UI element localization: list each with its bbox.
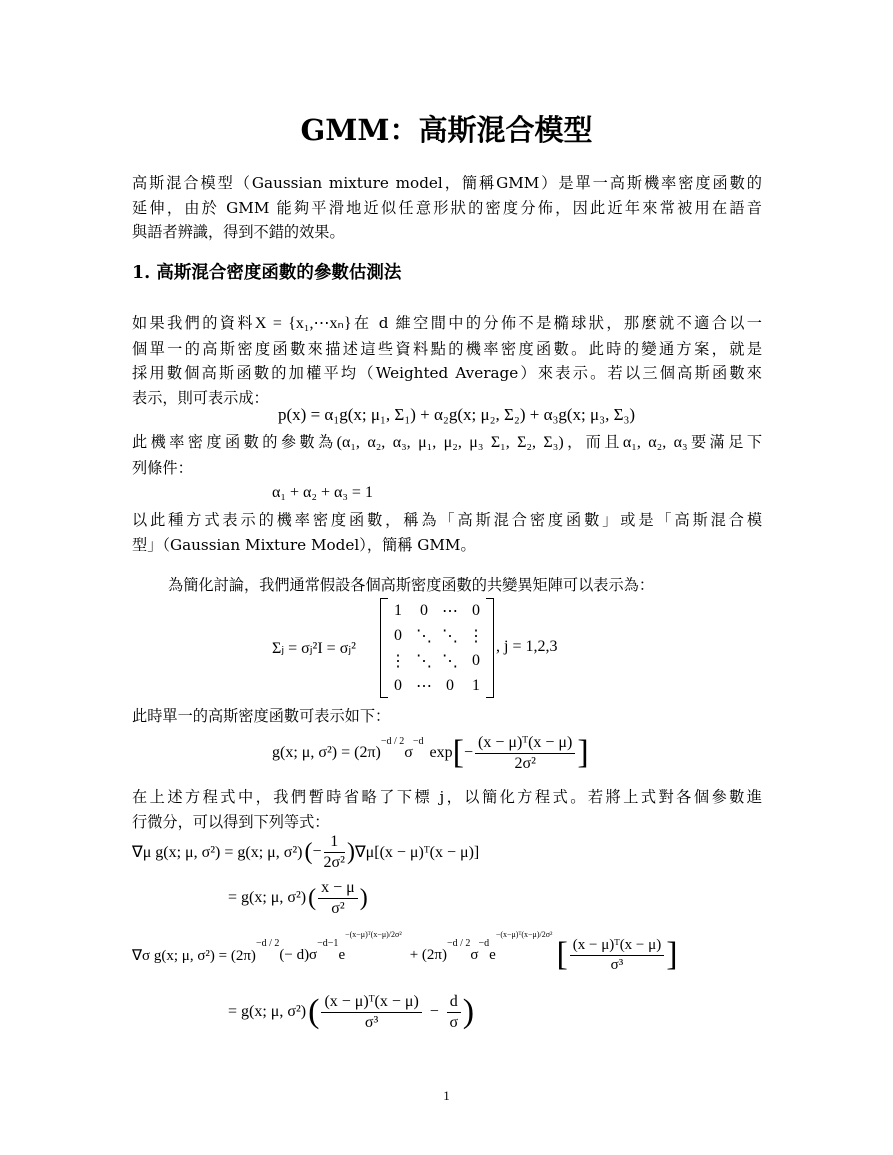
equation-grad-mu-2: = g(x; μ, σ²) ( $\frac{x - \mu}{\text{σ²}}$ ) xyxy=(228,878,368,917)
alpha-list: α₁, α₂, α₃ xyxy=(622,434,688,451)
intro-line-1: 高斯混合模型（Gaussian mixture model，簡稱GMM）是單一高斯機率密度函數的 xyxy=(132,174,762,192)
paragraph-differentiation xyxy=(132,785,762,834)
intro-line-3: 與語者辨識，得到不錯的效果。 xyxy=(132,223,345,241)
para3-line-2: 型」（Gaussian Mixture Model），簡稱 GMM。 xyxy=(132,535,476,554)
para1-line-4: 表示，則可表示成： xyxy=(132,388,269,407)
paragraph-gmm-definition xyxy=(132,508,762,557)
covariance-matrix xyxy=(380,598,494,698)
paragraph-covariance-assumption: 為簡化討論，我們通常假設各個高斯密度函數的共變異矩陣可以表示為： xyxy=(168,576,654,594)
para3-line-1: 以此種方式表示的機率密度函數，稱為「高斯混合密度函數」或是「高斯混合模 xyxy=(132,511,762,529)
para1-line-2: 個單一的高斯密度函數來描述這些資料點的機率密度函數。此時的變通方案，就是 xyxy=(132,339,762,358)
page-number: 1 xyxy=(443,1088,450,1103)
para2-line-2: 列條件： xyxy=(132,458,193,477)
exponent-term-2: −(x−μ)ᵀ(x−μ)/2σ² xyxy=(495,930,553,939)
set-expression: X = {x₁,⋯xₙ} xyxy=(254,315,352,332)
page-title: GMM：高斯混合模型 xyxy=(300,113,593,147)
equation-covariance-lhs: Σⱼ = σⱼ²I = σⱼ² xyxy=(272,640,356,657)
parameter-tuple: (α₁, α₂, α₃, μ₁, μ₂, μ₃ Σ₁, Σ₂, Σ₃) xyxy=(336,434,564,451)
intro-paragraph xyxy=(132,171,762,245)
paragraph-parameters xyxy=(132,430,762,480)
para1-line-3: 採用數個高斯函數的加權平均（Weighted Average）來表示。若以三個高斯函數來 xyxy=(132,364,762,382)
para1-line-1: 如果我們的資料X = {x₁,⋯xₙ}在 d 維空間中的分佈不是橢球狀，那麼就不適合以一 xyxy=(132,314,762,332)
equation-constraint: α₁ + α₂ + α₃ = 1 xyxy=(272,484,373,501)
para2-line-1: 此機率密度函數的參數為(α₁, α₂, α₃, μ₁, μ₂, μ₃ Σ₁, Σ₂, Σ₃)，而且α₁, α₂, α₃要滿足下 xyxy=(132,433,763,451)
equation-gaussian: g(x; μ, σ²) = (2π) $^{-d / 2}$ σ $^{-d}$ exp [ − $\frac{\text{(x − μ)ᵀ(x − μ)}}{\text{2σ²}}$ ] xyxy=(272,733,589,772)
exponent-term-1: −(x−μ)ᵀ(x−μ)/2σ² xyxy=(345,930,402,939)
equation-mixture: p(x) = α₁g(x; μ₁, Σ₁) + α₂g(x; μ₂, Σ₂) + α₃g(x; μ₃, Σ₃) xyxy=(278,405,636,424)
paragraph-data-description xyxy=(132,311,762,410)
matrix-table: 1 0 ⋯ 0 0 ⋱ ⋱ ⋮ ⋮ ⋱ ⋱ 0 0 ⋯ 0 1 xyxy=(390,601,484,695)
intro-line-2: 延伸，由於 GMM 能夠平滑地近似任意形狀的密度分佈，因此近年來常被用在語音 xyxy=(132,198,762,217)
equation-grad-sigma-2: = g(x; μ, σ²) ( $\frac{\text{(x − μ)ᵀ(x − μ)}}{\text{σ³}}$ − $\frac{d}{\sigma}$ ) xyxy=(228,992,475,1031)
paragraph-single-gaussian: 此時單一的高斯密度函數可表示如下： xyxy=(132,707,391,725)
equation-grad-sigma-1: ∇σ g(x; μ, σ²) = (2π) $^{-d / 2}$ (− d)σ $^{-d-1}$ e −(x−μ)ᵀ(x−μ)/2σ² + (2π) $^{-d / 2}$ σ $^{-d}$ e −(x−μ)ᵀ(x−μ)/2σ² [ $\frac{\text{(x − μ)ᵀ(x − μ)}}{\text{σ³}}$ ] xyxy=(132,930,678,973)
equation-covariance-rhs: , j = 1,2,3 xyxy=(496,638,558,655)
equation-grad-mu-1: ∇μ g(x; μ, σ²) = g(x; μ, σ²) ( − $\frac{1}{\text{2σ²}}$ ) ∇μ[(x − μ)ᵀ(x − μ)] xyxy=(132,832,480,871)
para6-line-2: 行微分，可以得到下列等式： xyxy=(132,812,330,831)
para6-line-1: 在上述方程式中，我們暫時省略了下標 j，以簡化方程式。若將上式對各個參數進 xyxy=(132,788,762,806)
section-heading: 1. 高斯混合密度函數的參數估測法 xyxy=(132,263,402,283)
